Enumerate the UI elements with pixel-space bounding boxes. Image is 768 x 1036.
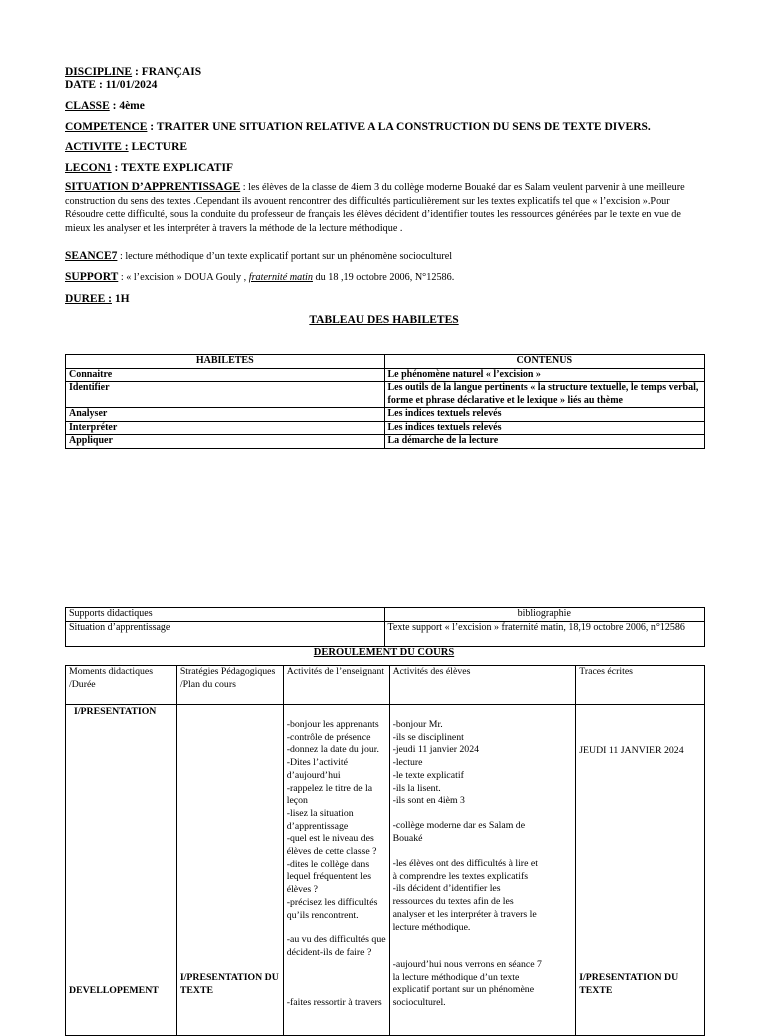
discipline-label: DISCIPLINE — [65, 66, 133, 78]
moments-cell — [66, 705, 177, 1036]
header-eleves: Activités des élèves — [389, 666, 576, 705]
classe-line — [65, 99, 145, 113]
deroulement-title: DEROULEMENT DU COURS — [313, 647, 455, 658]
lecon-value: : TEXTE EXPLICATIF — [111, 162, 233, 174]
table-header-row — [66, 666, 705, 705]
strategie-presentation: I/PRESENTATION DU TEXTE — [179, 972, 279, 996]
situation-label: SITUATION D’APPRENTISSAGE — [65, 181, 241, 193]
enseignant-cell — [283, 705, 389, 1036]
table-row — [66, 705, 705, 1036]
enseignant-last: -faites ressortir à travers — [286, 997, 382, 1008]
table-row — [66, 382, 705, 408]
competence-label: COMPETENCE — [65, 121, 148, 133]
lecon-line — [65, 161, 233, 175]
header-enseignant: Activités de l’enseignant — [283, 666, 389, 705]
discipline-value: : FRANÇAIS — [132, 66, 202, 78]
strategies-cell — [176, 705, 283, 1036]
table-row — [66, 608, 705, 622]
habilete-cell: Interpréter — [66, 421, 385, 435]
eleves-cell — [389, 705, 576, 1036]
bibliographie-cell: bibliographie — [384, 608, 705, 622]
situation-text: : les élèves de la classe de 4iem 3 du collège moderne Bouaké dar es Salam veulent parvenir à une meilleure construction du sens des textes .Cependant ils avouent rencontrer des difficultés particulièrement sur les textes explicatifs tel que « l’excision ».Pour Résoudre cette difficulté, sous la conduite du professeur de français les élèves décident d’identifier toutes les ressources générées par le texte en vue de mieux les analyser et les interpréter à travers la méthode de la lecture méthodique . — [65, 182, 685, 234]
activite-line — [65, 140, 187, 154]
competence-line — [65, 120, 651, 134]
habilete-cell: Appliquer — [66, 435, 385, 449]
eleves-activities-2: -collège moderne dar es Salam de Bouaké — [392, 820, 526, 844]
situation-paragraph — [65, 181, 687, 235]
duree-label: DUREE : — [65, 293, 112, 305]
supports-table — [65, 607, 705, 647]
discipline-line — [65, 65, 201, 79]
habiletes-table — [65, 354, 705, 449]
habilete-cell: Connaitre — [66, 368, 385, 382]
table-header-row — [66, 355, 705, 369]
eleves-activities-3: -les élèves ont des difficultés à lire et à comprendre les textes explicatifs -ils décident d’identifier les ressources du textes afin de les analyser et les interpréter à travers le lecture méthodique. — [392, 858, 538, 933]
support-text-italic: fraternité matin — [248, 272, 313, 283]
deroulement-table — [65, 665, 705, 1036]
moment-presentation: I/PRESENTATION — [74, 706, 157, 717]
header-contenus: CONTENUS — [384, 355, 705, 369]
eleves-activities-4: -aujourd’hui nous verrons en séance 7 la lecture méthodique d’un texte explicatif portant sur un phénomène socioculturel. — [392, 959, 542, 1009]
table-row — [66, 621, 705, 646]
header-moments: Moments didactiques /Durée — [66, 666, 177, 705]
texte-support-cell: Texte support « l’excision » fraternité matin, 18,19 octobre 2006, n°12586 — [384, 621, 705, 646]
contenu-cell: La démarche de la lecture — [384, 435, 705, 449]
header-strategies: Stratégies Pédagogiques /Plan du cours — [176, 666, 283, 705]
contenu-cell: Les outils de la langue pertinents « la structure textuelle, le temps verbal, forme et phrase déclarative et le lexique » liés au thème — [384, 382, 705, 408]
activite-label: ACTIVITE : — [65, 141, 129, 153]
tableau-title: TABLEAU DES HABILETES — [309, 314, 459, 326]
support-text-before: : « l’excision » DOUA Gouly , — [118, 272, 249, 283]
lecon-label: LECON1 — [65, 162, 112, 174]
situation-cell: Situation d’apprentissage — [66, 621, 385, 646]
contenu-cell: Les indices textuels relevés — [384, 421, 705, 435]
support-line — [65, 271, 454, 285]
header-habiletes: HABILETES — [66, 355, 385, 369]
eleves-activities-1: -bonjour Mr. -ils se disciplinent -jeudi 11 janvier 2024 -lecture -le texte explicatif -ils la lisent. -ils sont en 4ièm 3 — [392, 719, 480, 807]
seance-label: SEANCE7 — [65, 250, 118, 262]
traces-cell — [576, 705, 705, 1036]
moment-developpement: DEVELLOPEMENT — [69, 985, 159, 996]
classe-label: CLASSE — [65, 100, 110, 112]
supports-didactiques-cell: Supports didactiques — [66, 608, 385, 622]
classe-value: : 4ème — [109, 100, 145, 112]
enseignant-question: -au vu des difficultés que décident-ils de faire ? — [286, 934, 386, 958]
table-row — [66, 408, 705, 422]
support-label: SUPPORT — [65, 271, 119, 283]
activite-value: LECTURE — [128, 141, 188, 153]
habilete-cell: Identifier — [66, 382, 385, 408]
table-row — [66, 421, 705, 435]
duree-line — [65, 292, 130, 306]
header-traces: Traces écrites — [576, 666, 705, 705]
seance-line — [65, 250, 452, 264]
duree-value: 1H — [111, 293, 130, 305]
trace-date: JEUDI 11 JANVIER 2024 — [579, 745, 684, 756]
contenu-cell: Le phénomène naturel « l’excision » — [384, 368, 705, 382]
contenu-cell: Les indices textuels relevés — [384, 408, 705, 422]
habilete-cell: Analyser — [66, 408, 385, 422]
table-row — [66, 435, 705, 449]
seance-text: : lecture méthodique d’un texte explicatif portant sur un phénomène socioculturel — [117, 251, 453, 262]
competence-value: : TRAITER UNE SITUATION RELATIVE A LA CONSTRUCTION DU SENS DE TEXTE DIVERS. — [147, 121, 651, 133]
support-text-after: du 18 ,19 octobre 2006, N°12586. — [312, 272, 455, 283]
table-row — [66, 368, 705, 382]
trace-presentation: I/PRESENTATION DU TEXTE — [579, 972, 679, 996]
enseignant-activities: -bonjour les apprenants -contrôle de présence -donnez la date du jour. -Dites l’activité d’aujourd’hui -rappelez le titre de la leçon -lisez la situation d’apprentissage -quel est le niveau des élèves de cette classe ? -dites le collège dans lequel fréquentent les élèves ? -précisez les difficultés qu’ils rencontrent. — [286, 719, 379, 921]
date-line: DATE : 11/01/2024 — [65, 79, 158, 91]
